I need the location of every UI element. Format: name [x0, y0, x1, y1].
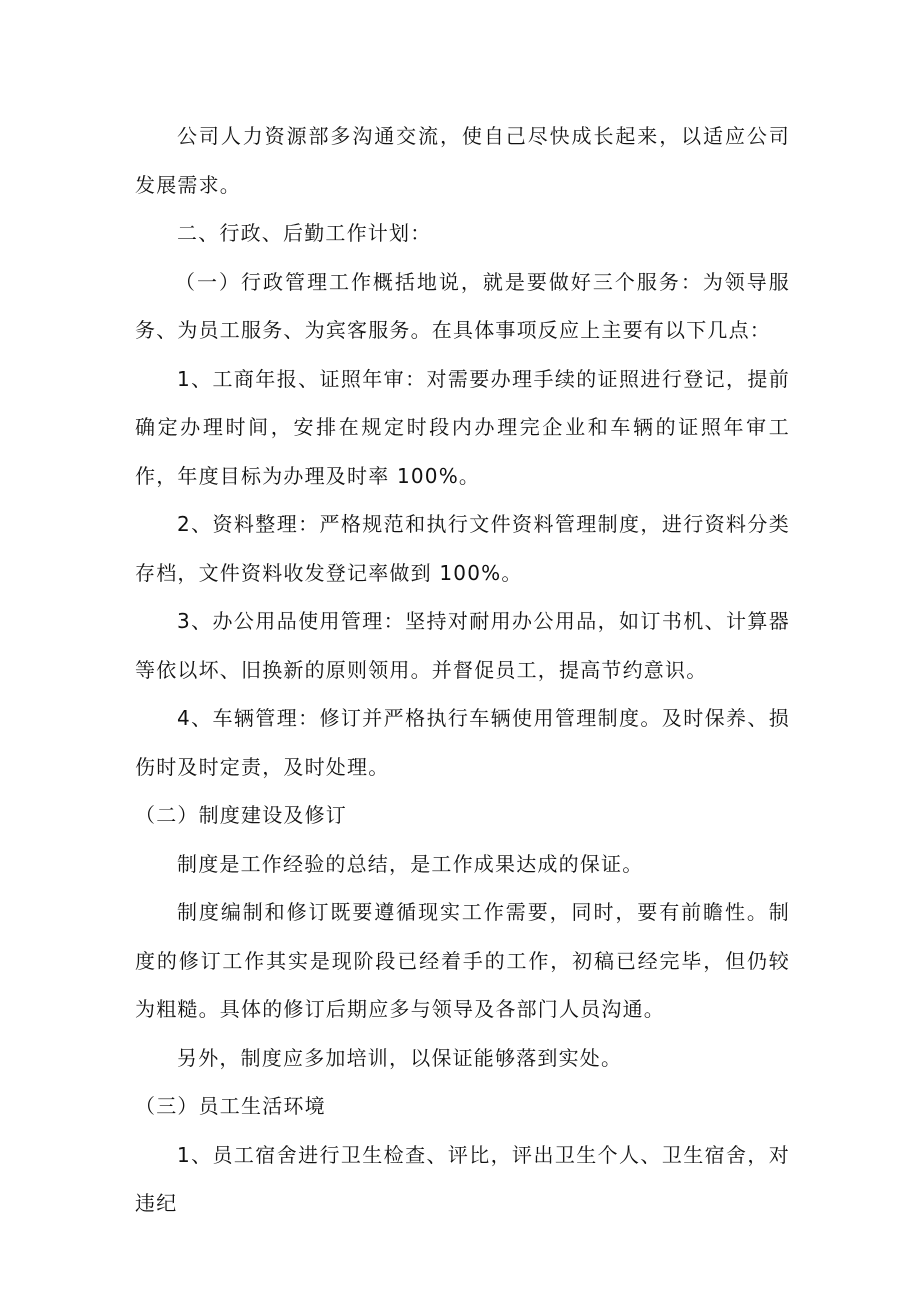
paragraph-system-training: 另外，制度应多加培训，以保证能够落到实处。 — [177, 1045, 623, 1070]
heading-employee-living-environment: （三）员工生活环境 — [135, 1094, 326, 1118]
paragraph-system-revision: 制度编制和修订既要遵循现实工作需要，同时，要有前瞻性。制度的修订工作其实是现阶段已经着手的工作，初稿已经完毕，但仍较为粗糙。具体的修订后期应多与领导及各部门人员沟通。 — [135, 900, 790, 1021]
list-item-dormitory-inspection: 1、员工宿舍进行卫生检查、评比，评出卫生个人、卫生宿舍，对违纪 — [135, 1142, 790, 1215]
paragraph-hr-communication: 公司人力资源部多沟通交流，使自己尽快成长起来，以适应公司发展需求。 — [135, 124, 790, 197]
heading-system-construction: （二）制度建设及修订 — [135, 803, 347, 827]
paragraph-system-definition: 制度是工作经验的总结，是工作成果达成的保证。 — [177, 851, 644, 876]
list-item-document-organization: 2、资料整理：严格规范和执行文件资料管理制度，进行资料分类存档，文件资料收发登记率做到 100%。 — [135, 512, 790, 585]
heading-admin-logistics-plan: 二、行政、后勤工作计划： — [177, 221, 432, 245]
document-body — [135, 112, 790, 1228]
list-item-vehicle-management: 4、车辆管理：修订并严格执行车辆使用管理制度。及时保养、损伤时及时定责，及时处理。 — [135, 706, 790, 779]
list-item-office-supplies: 3、办公用品使用管理：坚持对耐用办公用品，如订书机、计算器等依以坏、旧换新的原则领用。并督促员工，提高节约意识。 — [135, 609, 790, 682]
paragraph-admin-management: （一）行政管理工作概括地说，就是要做好三个服务：为领导服务、为员工服务、为宾客服务。在具体事项反应上主要有以下几点： — [135, 269, 790, 342]
list-item-business-annual-report: 1、工商年报、证照年审：对需要办理手续的证照进行登记，提前确定办理时间，安排在规定时段内办理完企业和车辆的证照年审工作，年度目标为办理及时率 100%。 — [135, 366, 790, 488]
